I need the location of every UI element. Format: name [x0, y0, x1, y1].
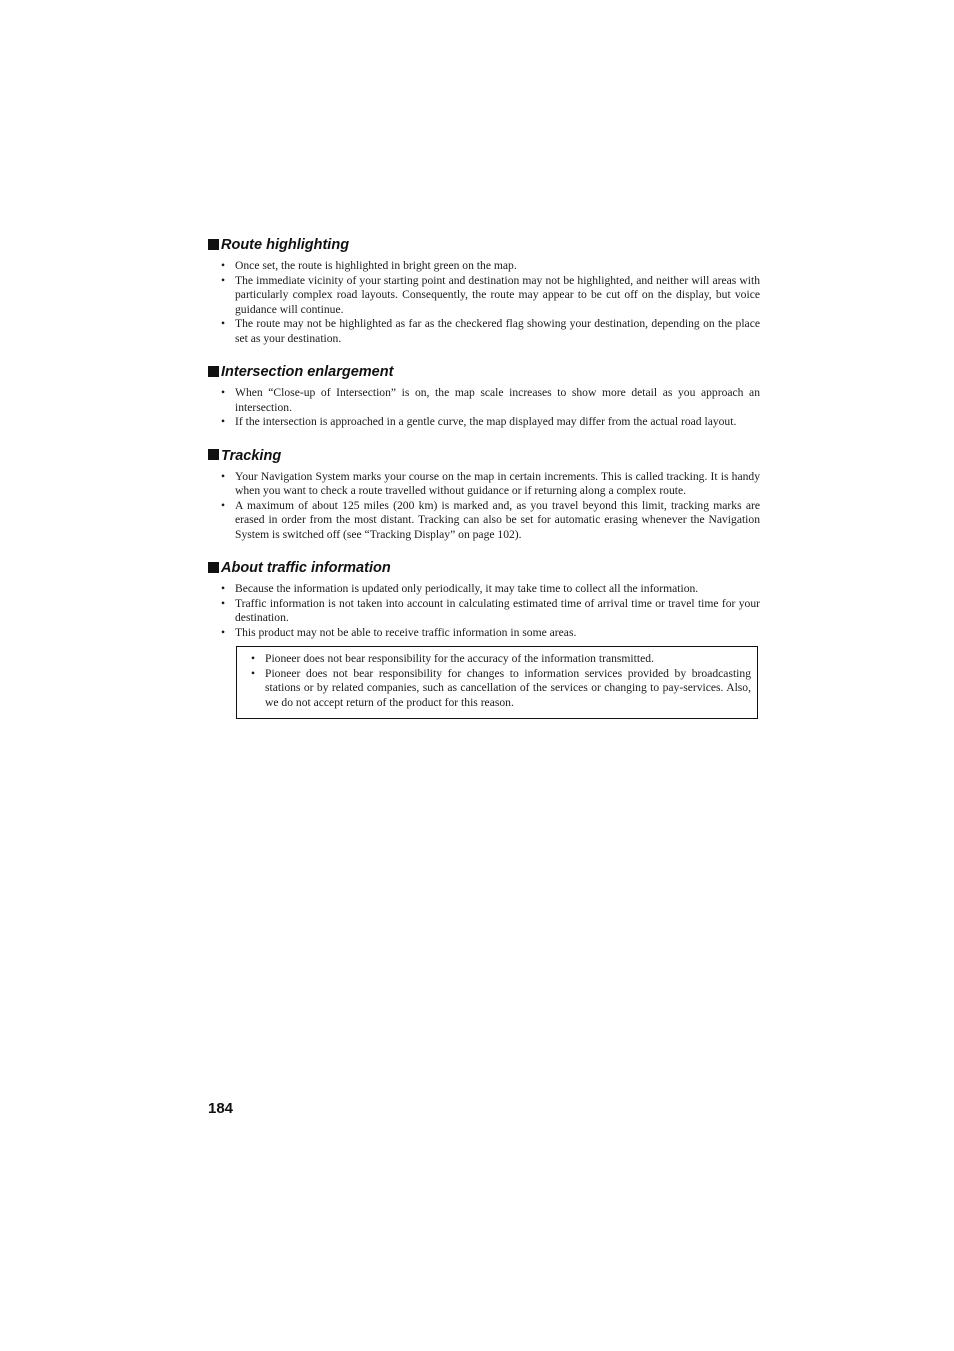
bullet-icon: •: [251, 666, 256, 680]
list-item-text: Once set, the route is highlighted in bright green on the map.: [235, 259, 517, 272]
section-heading: [208, 447, 760, 465]
heading-square-icon: [208, 449, 219, 460]
bullet-icon: •: [221, 596, 226, 610]
list-item: [221, 415, 760, 430]
bullet-icon: •: [221, 259, 226, 272]
list-item-text: This product may not be able to receive traffic information in some areas.: [235, 625, 577, 639]
notice-bullet-list: [251, 652, 751, 710]
heading-square-icon: [208, 239, 219, 250]
heading-square-icon: [208, 366, 219, 377]
section-route-highlighting: [208, 236, 760, 346]
list-item-text: If the intersection is approached in a gentle curve, the map displayed may differ from the actual road layout.: [235, 415, 737, 428]
bullet-list: [208, 386, 760, 430]
bullet-icon: •: [221, 498, 226, 512]
section-tracking: [208, 447, 760, 543]
page-number: 184: [208, 1100, 234, 1117]
heading-square-icon: [208, 562, 219, 573]
list-item: [221, 625, 760, 641]
list-item-text: Pioneer does not bear responsibility for changes to information services provided by broadcasting stations or by related companies, such as cancellation of the services or changing to pay-services. Also, we do not accept return of the product for this reason.: [265, 666, 751, 709]
heading-text: Tracking: [221, 447, 282, 464]
list-item-text: The immediate vicinity of your starting point and destination may not be highlighted, and neither will areas with particularly complex road layouts. Consequently, the route may appear to be cut off on the display, but voice guidance will continue.: [235, 273, 760, 316]
page-content: [208, 236, 760, 719]
list-item: [221, 273, 760, 318]
bullet-list: [208, 259, 760, 346]
list-item-text: When “Close-up of Intersection” is on, the map scale increases to show more detail as you approach an intersection.: [235, 386, 760, 414]
bullet-icon: •: [221, 386, 226, 399]
notice-box: [236, 646, 758, 719]
bullet-icon: •: [221, 317, 226, 330]
list-item: [221, 386, 760, 415]
section-heading: [208, 236, 760, 254]
list-item-text: A maximum of about 125 miles (200 km) is marked and, as you travel beyond this limit, tracking marks are erased in order from the most distant. Tracking can also be set for automatic erasing whenever the Navigation System is switched off (see “Tracking Display” on page 102).: [235, 498, 760, 541]
list-item-text: Your Navigation System marks your course on the map in certain increments. This is called tracking. It is handy when you want to check a route travelled without guidance or if returning along a complex route.: [235, 469, 760, 497]
list-item: [221, 317, 760, 346]
heading-text: About traffic information: [221, 560, 391, 576]
list-item-text: Because the information is updated only periodically, it may take time to collect all the information.: [235, 582, 699, 595]
list-item-text: The route may not be highlighted as far as the checkered flag showing your destination, depending on the place set as your destination.: [235, 317, 760, 345]
bullet-icon: •: [221, 625, 226, 639]
bullet-list: [208, 582, 760, 640]
list-item: [251, 652, 751, 667]
list-item: [221, 498, 760, 543]
list-item: [221, 469, 760, 499]
heading-text: Intersection enlargement: [221, 364, 394, 380]
bullet-list: [208, 470, 760, 543]
list-item: [251, 666, 751, 711]
list-item-text: Traffic information is not taken into account in calculating estimated time of arrival time or travel time for your destination.: [235, 596, 760, 624]
section-heading: [208, 559, 760, 577]
bullet-icon: •: [221, 582, 226, 595]
bullet-icon: •: [251, 652, 256, 665]
list-item: [221, 596, 760, 626]
bullet-icon: •: [221, 415, 226, 428]
list-item: [221, 582, 760, 597]
list-item: [221, 259, 760, 274]
heading-text: Route highlighting: [221, 237, 350, 253]
section-heading: [208, 363, 760, 381]
list-item-text: Pioneer does not bear responsibility for the accuracy of the information transmitted.: [265, 652, 654, 665]
section-about-traffic-information: [208, 559, 760, 719]
section-intersection-enlargement: [208, 363, 760, 430]
bullet-icon: •: [221, 273, 226, 287]
bullet-icon: •: [221, 469, 226, 483]
